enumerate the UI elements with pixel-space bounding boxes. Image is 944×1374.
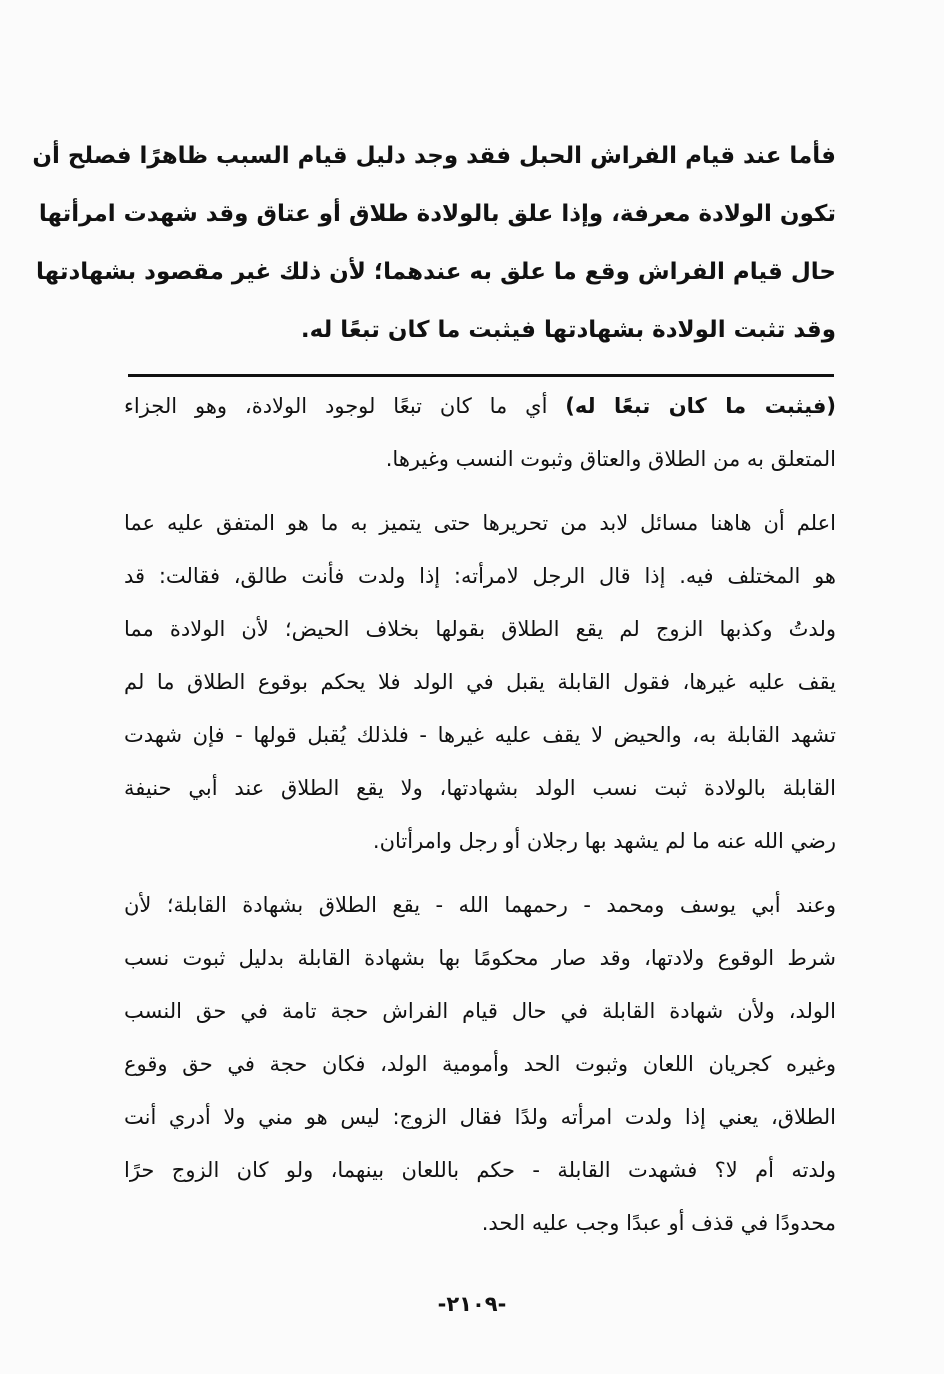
page-number: -٢١٠٩- — [437, 1292, 507, 1316]
commentary-line: محدودًا في قذف أو عبدًا وجب عليه الحد. — [481, 1211, 836, 1235]
commentary-line: الولد، ولأن شهادة القابلة في حال قيام الفراش حجة تامة في حق النسب — [124, 999, 836, 1023]
commentary-line: ولدتُ وكذبها الزوج لم يقع الطلاق بقولها بخلاف الحيض؛ لأن الولادة مما — [124, 617, 836, 641]
commentary-line: الطلاق، يعني إذا ولدت امرأته ولدًا فقال الزوج: ليس هو مني ولا أدري أنت — [124, 1105, 836, 1129]
main-line: وقد تثبت الولادة بشهادتها فيثبت ما كان تبعًا له. — [300, 317, 836, 343]
main-line: حال قيام الفراش وقع ما علق به عندهما؛ لأن ذلك غير مقصود بشهادتها — [36, 259, 836, 285]
commentary-line: وغيره كجريان اللعان وثبوت الحد وأمومية الولد، فكان حجة في حق وقوع — [124, 1052, 836, 1076]
commentary-line: ولدته أم لا؟ فشهدت القابلة - حكم باللعان بينهما، ولو كان الزوج حرًا — [124, 1158, 836, 1182]
commentary-line: رضي الله عنه ما لم يشهد بها رجلان أو رجل وامرأتان. — [372, 829, 836, 853]
commentary-line: اعلم أن هاهنا مسائل لابد من تحريرها حتى يتميز به ما هو المتفق عليه عما — [124, 511, 836, 535]
main-line: فأما عند قيام الفراش الحبل فقد وجد دليل قيام السبب ظاهرًا فصلح أن — [32, 143, 836, 169]
commentary-line: هو المختلف فيه. إذا قال الرجل لامرأته: إذا ولدت فأنت طالق، فقالت: قد — [124, 564, 836, 588]
main-text — [32, 142, 836, 374]
commentary-line: يقف عليه غيرها، فقول القابلة يقبل في الولد فلا يحكم بوقوع الطلاق ما لم — [124, 670, 836, 694]
commentary — [124, 392, 836, 1262]
commentary-line: المتعلق به من الطلاق والعتاق وثبوت النسب وغيرها. — [385, 447, 836, 471]
main-line: تكون الولادة معرفة، وإذا علق بالولادة طلاق أو عتاق وقد شهدت امرأتها — [38, 201, 836, 227]
section-divider — [128, 374, 834, 377]
commentary-line — [124, 392, 836, 421]
commentary-line: وعند أبي يوسف ومحمد - رحمهما الله - يقع الطلاق بشهادة القابلة؛ لأن — [124, 893, 836, 917]
quoted-phrase: (فيثبت ما كان تبعًا له) — [565, 394, 836, 418]
commentary-line: تشهد القابلة به، والحيض لا يقف عليه غيرها - فلذلك يُقبل قولها - فإن شهدت — [124, 723, 836, 747]
commentary-line: شرط الوقوع ولادتها، وقد صار محكومًا بها بشهادة القابلة بدليل ثبوت نسب — [124, 946, 836, 970]
commentary-text: أي ما كان تبعًا لوجود الولادة، وهو الجزاء — [124, 394, 566, 418]
commentary-line: القابلة بالولادة ثبت نسب الولد بشهادتها، ولا يقع الطلاق عند أبي حنيفة — [124, 776, 836, 800]
